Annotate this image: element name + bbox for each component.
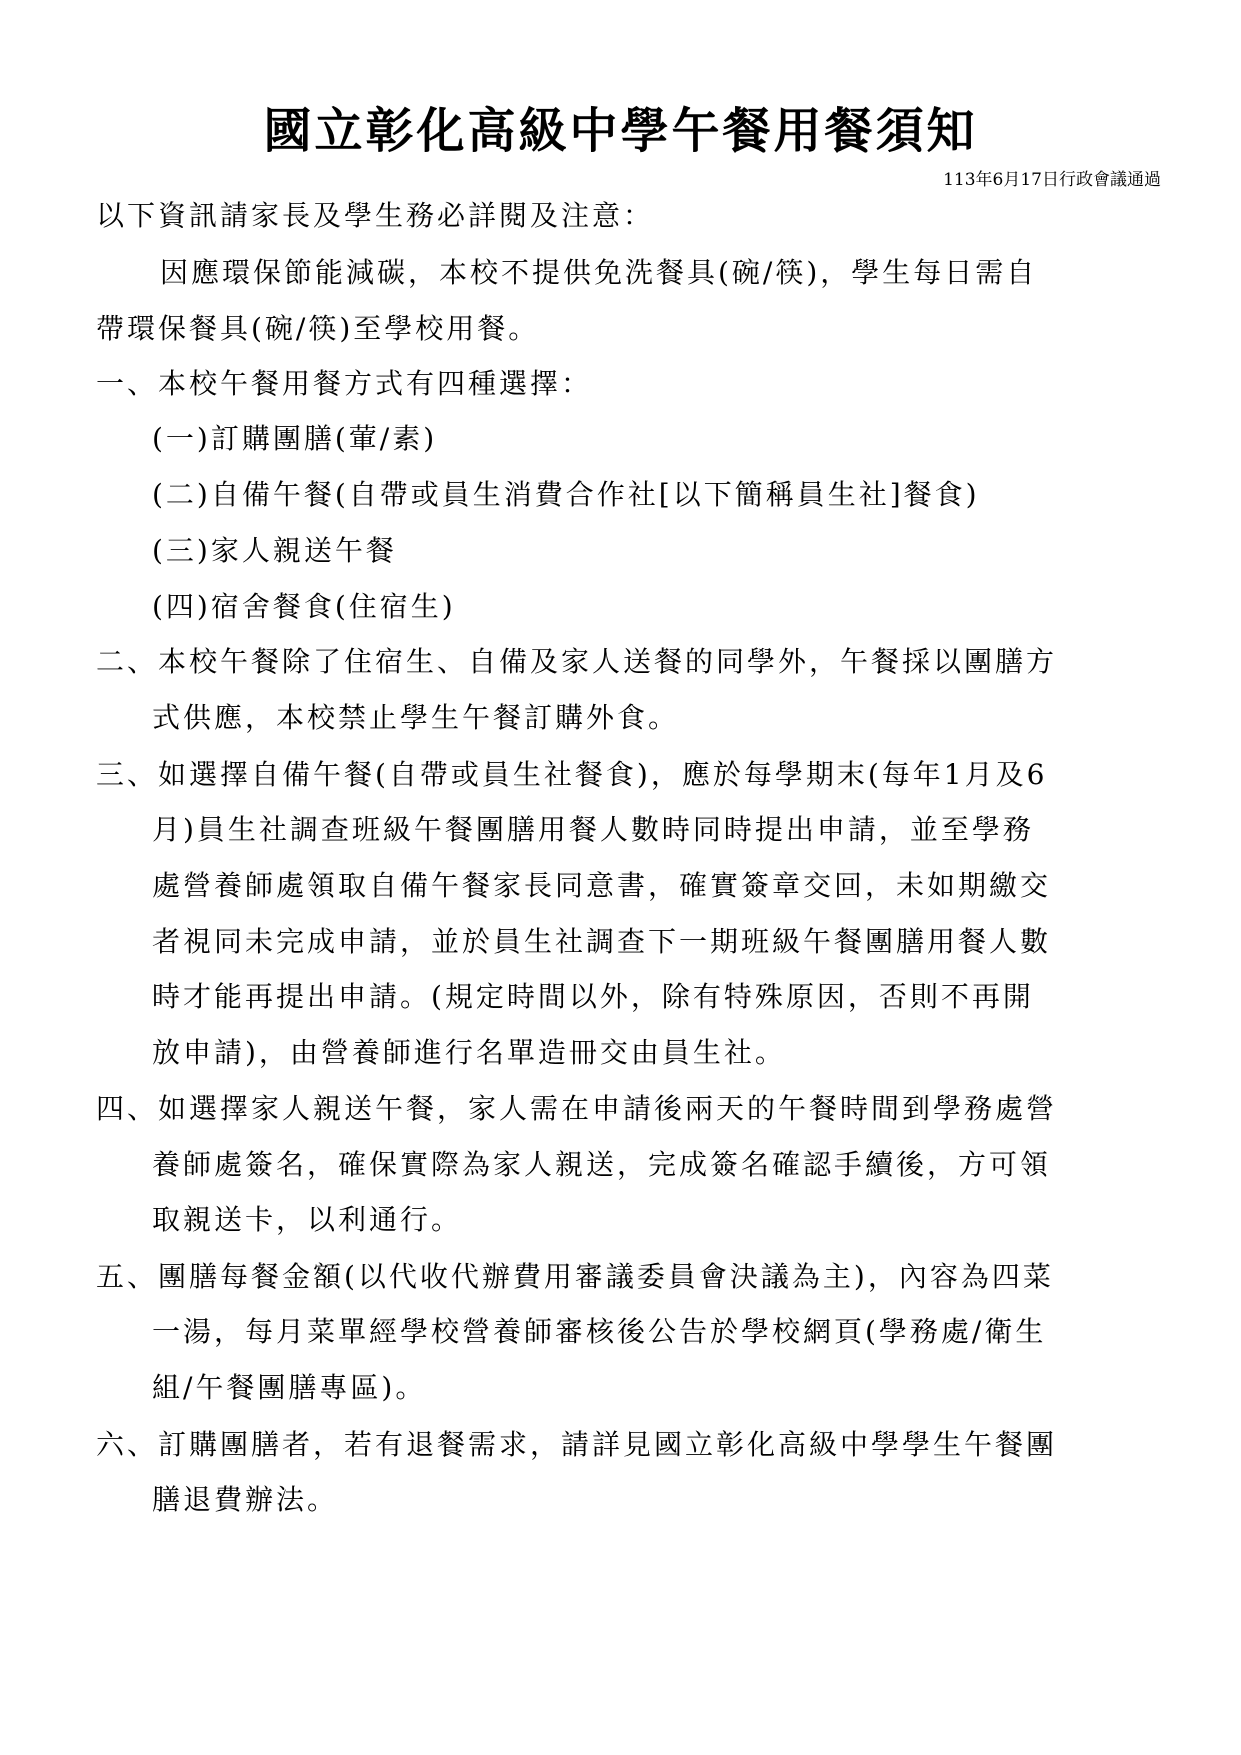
section-6-line: 六、訂購團膳者，若有退餐需求，請詳見國立彰化高級中學學生午餐團 (96, 1428, 1058, 1461)
preamble-line: 帶環保餐具(碗/筷)至學校用餐。 (96, 312, 540, 345)
section-2-line: 二、本校午餐除了住宿生、自備及家人送餐的同學外，午餐採以團膳方 (96, 645, 1058, 678)
section-6-line: 膳退費辦法。 (152, 1483, 339, 1516)
section-3-line: 時才能再提出申請。(規定時間以外，除有特殊原因，否則不再開 (152, 980, 1034, 1013)
section-1-heading: 一、本校午餐用餐方式有四種選擇： (96, 367, 593, 400)
section-3-line: 處營養師處領取自備午餐家長同意書，確實簽章交回，未如期繳交 (152, 869, 1052, 902)
section-3-line: 三、如選擇自備午餐(自帶或員生社餐食)，應於每學期末(每年1月及6 (96, 758, 1048, 791)
section-1-option: (四)宿舍餐食(住宿生) (152, 590, 456, 623)
approval-note: 113年6月17日行政會議通過 (943, 170, 1161, 190)
section-5-line: 一湯，每月菜單經學校營養師審核後公告於學校網頁(學務處/衛生 (152, 1315, 1047, 1348)
section-4-line: 養師處簽名，確保實際為家人親送，完成簽名確認手續後，方可領 (152, 1148, 1052, 1181)
section-3-line: 放申請)，由營養師進行名單造冊交由員生社。 (152, 1036, 786, 1069)
section-3-line: 月)員生社調查班級午餐團膳用餐人數時同時提出申請，並至學務 (152, 813, 1034, 846)
section-5-line: 五、團膳每餐金額(以代收代辦費用審議委員會決議為主)，內容為四菜 (96, 1260, 1054, 1293)
section-5-line: 組/午餐團膳專區)。 (152, 1371, 427, 1404)
section-1-option: (一)訂購團膳(葷/素) (152, 422, 438, 455)
section-2-line: 式供應，本校禁止學生午餐訂購外食。 (152, 701, 680, 734)
section-3-line: 者視同未完成申請，並於員生社調查下一期班級午餐團膳用餐人數 (152, 925, 1052, 958)
intro-text: 以下資訊請家長及學生務必詳閱及注意： (96, 199, 655, 232)
section-4-line: 四、如選擇家人親送午餐，家人需在申請後兩天的午餐時間到學務處營 (96, 1092, 1058, 1125)
section-4-line: 取親送卡，以利通行。 (152, 1203, 463, 1236)
document-title: 國立彰化高級中學午餐用餐須知 (263, 103, 978, 159)
preamble-line: 因應環保節能減碳，本校不提供免洗餐具(碗/筷)，學生每日需自 (160, 256, 1038, 289)
section-1-option: (三)家人親送午餐 (152, 534, 397, 567)
section-1-option: (二)自備午餐(自帶或員生消費合作社[以下簡稱員生社]餐食) (152, 478, 980, 511)
